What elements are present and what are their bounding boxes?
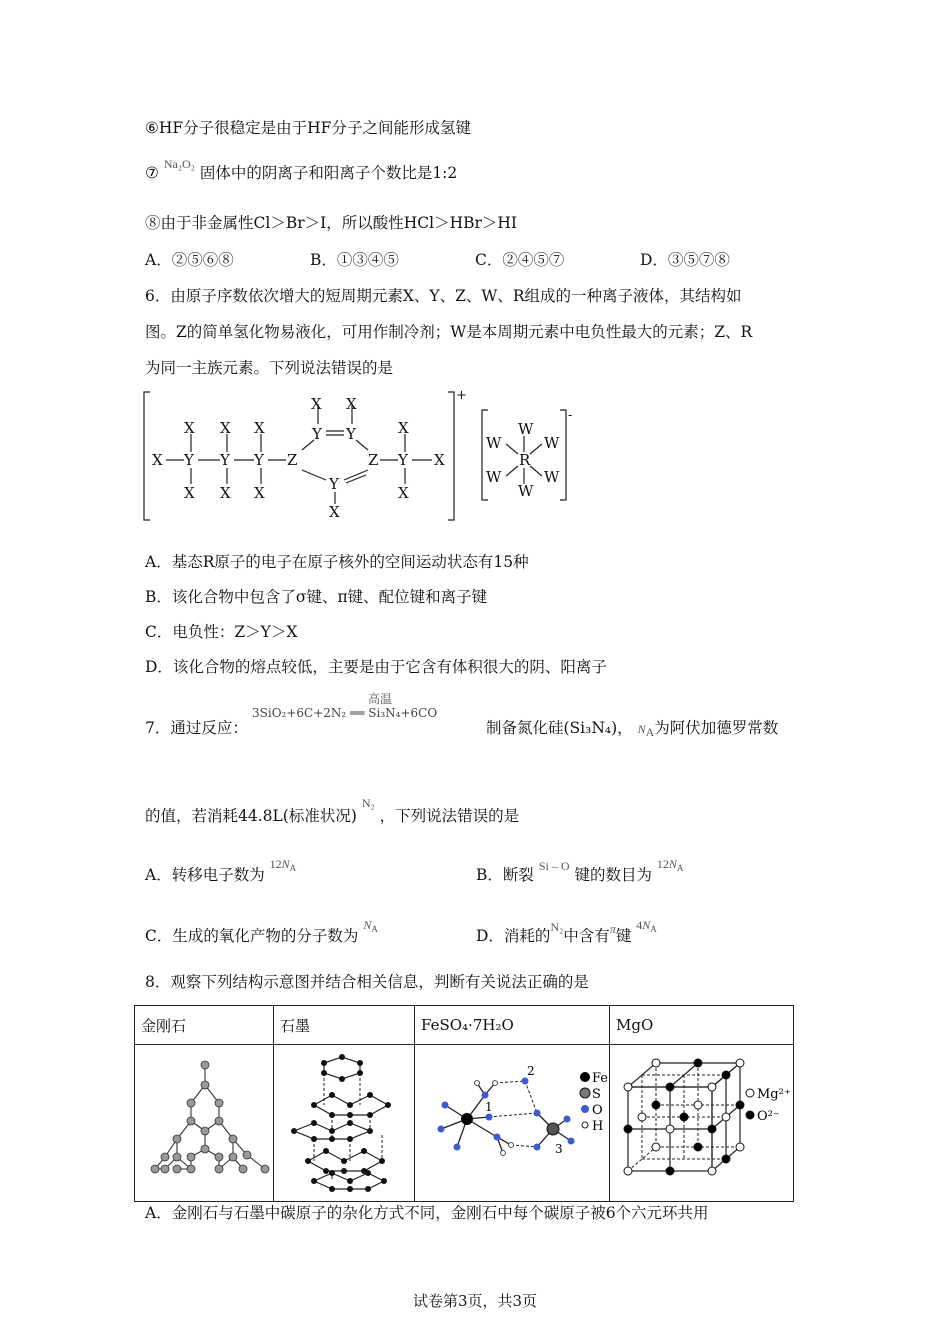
atom-x: X [311, 395, 322, 413]
ionic-liquid-structure [140, 388, 573, 528]
legend-mg: Mg²⁺ [757, 1087, 791, 1102]
statement-7-num: ⑦ [145, 164, 159, 182]
atom-y: Y [329, 475, 339, 493]
q7-option-c-text: C．生成的氧化产物的分子数为 [145, 927, 359, 945]
atom-x: X [184, 419, 195, 437]
q7-option-a-text: A．转移电子数为 [145, 866, 265, 884]
na-symbol: N [637, 722, 646, 736]
atom-r: R [519, 451, 531, 469]
na-symbol: N [668, 857, 677, 871]
legend-o2: O²⁻ [757, 1109, 780, 1124]
atom-x: X [329, 503, 340, 521]
diamond-structure [135, 1045, 273, 1197]
q7-option-d-text3: 键 [615, 927, 632, 945]
q7-option-a-value [270, 857, 297, 871]
fe-label-3: 3 [555, 1142, 563, 1156]
na-symbol: N [281, 857, 290, 871]
atom-z: Z [368, 451, 379, 469]
q7-line2-b: ，下列说法错误的是 [379, 807, 520, 825]
graphite-cell [274, 1045, 415, 1202]
q7-suffix [486, 718, 778, 742]
q7-option-b-num: 12 [656, 857, 669, 871]
graphite-structure [274, 1045, 414, 1197]
atom-y: Y [312, 425, 322, 443]
q6-stem-3: 为同一主族元素。下列说法错误的是 [145, 359, 394, 377]
atom-y: Y [220, 451, 230, 469]
statement-7 [145, 157, 458, 184]
q6-stem-2: 图。Z的简单氢化物易液化，可用作制冷剂；W是本周期元素中电负性最大的元素；Z、R [145, 323, 753, 341]
q7-option-a[interactable] [145, 857, 297, 890]
na-sub: A [645, 725, 655, 739]
atom-x: X [398, 419, 409, 437]
q7-option-d-text: D．消耗的 [476, 927, 551, 945]
feso4-cell [415, 1045, 610, 1202]
q7-equation [252, 690, 484, 730]
q7-option-d-text2: 中含有 [563, 927, 610, 945]
feso4-structure [415, 1047, 609, 1199]
atom-w: W [518, 482, 534, 500]
statement-7-text: 固体中的阴离子和阳离子个数比是1:2 [199, 164, 458, 182]
header-mgo: MgO [610, 1006, 794, 1045]
q7-option-a-num: 12 [269, 857, 282, 871]
atom-w: W [486, 468, 502, 486]
q6-option-d[interactable]: D．该化合物的熔点较低，主要是由于它含有体积很大的阴、阳离子 [145, 658, 607, 676]
na-symbol: N [642, 918, 651, 932]
q7-option-d-num: 4 [636, 918, 643, 932]
header-graphite: 石墨 [274, 1006, 415, 1045]
cation-charge: + [456, 388, 467, 403]
q7-suffix2: 为阿伏加德罗常数 [654, 719, 779, 737]
q7-line2-formula: N₂ [361, 796, 375, 810]
atom-w: W [544, 468, 560, 486]
legend-fe: Fe [592, 1071, 609, 1086]
atom-x: X [184, 484, 195, 502]
q7-condition: 高温 [368, 692, 393, 706]
legend-o: O [592, 1103, 603, 1118]
atom-x: X [152, 451, 163, 469]
na-sub: A [371, 924, 378, 934]
q7-equation-text: 3SiO₂+6C+2N₂ ══ Si₃N₄+6CO [252, 706, 438, 720]
q5-option-d[interactable]: D．③⑤⑦⑧ [640, 251, 730, 269]
q5-option-c[interactable]: C．②④⑤⑦ [475, 251, 565, 269]
page-footer: 试卷第3页，共3页 [412, 1292, 538, 1310]
na-sub: A [289, 863, 297, 873]
atom-x: X [220, 484, 231, 502]
structure-table [134, 1005, 794, 1202]
atom-w: W [544, 434, 560, 452]
statement-7-formula: Na₂O₂ [163, 157, 195, 171]
q5-option-b[interactable]: B．①③④⑤ [310, 251, 399, 269]
atom-y: Y [346, 425, 356, 443]
atom-y: Y [398, 451, 408, 469]
q7-option-b[interactable] [476, 857, 684, 890]
q7-option-d-value [636, 918, 657, 932]
q7-option-d-pi: π [609, 922, 616, 936]
mgo-structure [610, 1045, 793, 1197]
atom-w: W [486, 434, 502, 452]
anion-charge: - [568, 408, 573, 423]
atom-w: W [518, 420, 534, 438]
q7-prefix: 7．通过反应： [145, 719, 248, 737]
atom-z: Z [287, 451, 298, 469]
na-sub: A [676, 863, 684, 873]
q7-option-c[interactable] [145, 918, 378, 951]
q8-stem: 8．观察下列结构示意图并结合相关信息，判断有关说法正确的是 [145, 973, 589, 991]
q5-option-a[interactable]: A．②⑤⑥⑧ [145, 251, 234, 269]
na-sub: A [650, 924, 657, 934]
q7-option-d-formula: N₂ [550, 920, 564, 934]
q7-option-c-value [363, 918, 378, 932]
header-feso4: FeSO₄·7H₂O [415, 1006, 610, 1045]
atom-x: X [346, 395, 357, 413]
q7-option-b-text: B．断裂 [476, 866, 534, 884]
q7-line2-a: 的值，若消耗44.8L(标准状况) [145, 807, 357, 825]
atom-x: X [220, 419, 231, 437]
fe-label-2: 2 [527, 1064, 535, 1078]
legend-h: H [592, 1119, 604, 1134]
statement-6: ⑥HF分子很稳定是由于HF分子之间能形成氢键 [145, 119, 471, 137]
q7-option-b-bond: Si – O [538, 859, 570, 873]
statement-8: ⑧由于非金属性Cl＞Br＞I，所以酸性HCl＞HBr＞HI [145, 214, 518, 232]
atom-y: Y [254, 451, 264, 469]
header-diamond: 金刚石 [135, 1006, 274, 1045]
q7-suffix-text: 制备氮化硅(Si₃N₄)， [486, 719, 633, 737]
atom-x: X [434, 451, 445, 469]
atom-x: X [254, 419, 265, 437]
q6-option-a[interactable]: A．基态R原子的电子在原子核外的空间运动状态有15种 [145, 553, 529, 571]
q7-line2 [145, 796, 520, 827]
q7-option-b-value [657, 857, 684, 871]
na-symbol: N [363, 918, 372, 932]
atom-x: X [398, 484, 409, 502]
atom-x: X [254, 484, 265, 502]
q6-option-c[interactable]: C．电负性：Z＞Y＞X [145, 623, 298, 641]
legend-s: S [592, 1087, 601, 1102]
fe-label-1: 1 [485, 1100, 493, 1114]
q6-option-b[interactable]: B．该化合物中包含了σ键、π键、配位键和离子键 [145, 588, 488, 606]
atom-y: Y [184, 451, 194, 469]
q7-option-d[interactable] [476, 918, 657, 951]
q8-option-a[interactable]: A．金刚石与石墨中碳原子的杂化方式不同，金刚石中每个碳原子被6个六元环共用 [145, 1204, 709, 1222]
q7-option-b-text2: 键的数目为 [574, 866, 652, 884]
q6-stem-1: 6．由原子序数依次增大的短周期元素X、Y、Z、W、R组成的一种离子液体，其结构如 [145, 287, 742, 305]
diamond-cell [135, 1045, 274, 1202]
mgo-cell [610, 1045, 794, 1202]
